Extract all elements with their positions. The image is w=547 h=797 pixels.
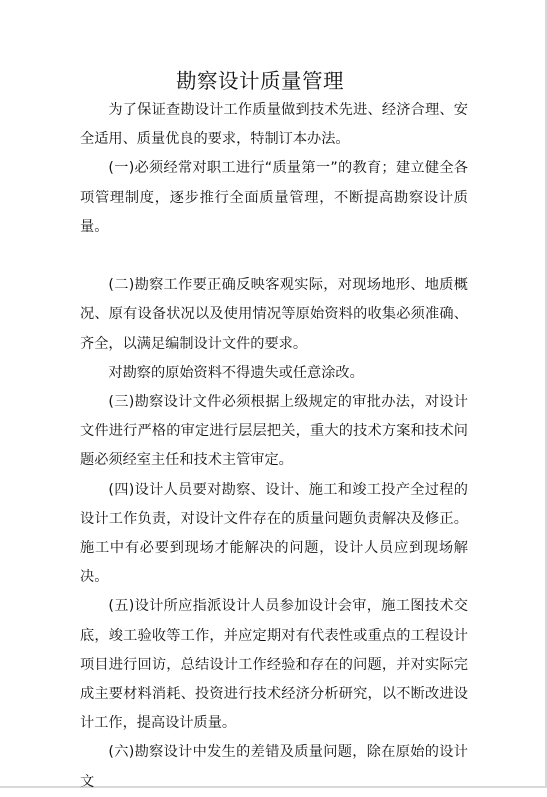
paragraph-section-2-note: 对勘察的原始资料不得遗失或任意涂改。	[108, 364, 364, 381]
intro-paragraph: 为了保证查勘设计工作质量做到技术先进、经济合理、安全适用、质量优良的要求，特制订本办法。	[80, 102, 468, 148]
document-title: 勘察设计质量管理	[176, 69, 344, 93]
paragraph-section-6: (六)勘察设计中发生的差错及质量问题，除在原始的设计文	[80, 744, 468, 790]
blank-paragraph	[80, 242, 468, 271]
document-body	[80, 96, 468, 797]
paragraph-section-3: (三)勘察设计文件必须根据上级规定的审批办法，对设计文件进行严格的审定进行层层把关，重大的技术方案和技术问题必须经室主任和技术主管审定。	[80, 394, 468, 469]
paragraph-section-4: (四)设计人员要对勘察、设计、施工和竣工投产全过程的设计工作负责，对设计文件存在的质量问题负责解决及修正。施工中有必要到现场才能解决的问题，设计人员应到现场解决。	[80, 481, 468, 586]
paragraph-section-2: (二)勘察工作要正确反映客观实际，对现场地形、地质概况、原有设备状况以及使用情况等原始资料的收集必须准确、齐全，以满足编制设计文件的要求。	[80, 277, 468, 352]
paragraph-section-1: (一)必须经常对职工进行“质量第一”的教育；建立健全各项管理制度，逐步推行全面质量管理，不断提高勘察设计质量。	[80, 160, 468, 235]
paragraph-section-5: (五)设计所应指派设计人员参加设计会审，施工图技术交底，竣工验收等工作，并应定期对有代表性或重点的工程设计项目进行回访，总结设计工作经验和存在的问题，并对实际完成主要材料消耗、投资进行技术经济分析研究，以不断改进设计工作，提高设计质量。	[80, 598, 468, 732]
